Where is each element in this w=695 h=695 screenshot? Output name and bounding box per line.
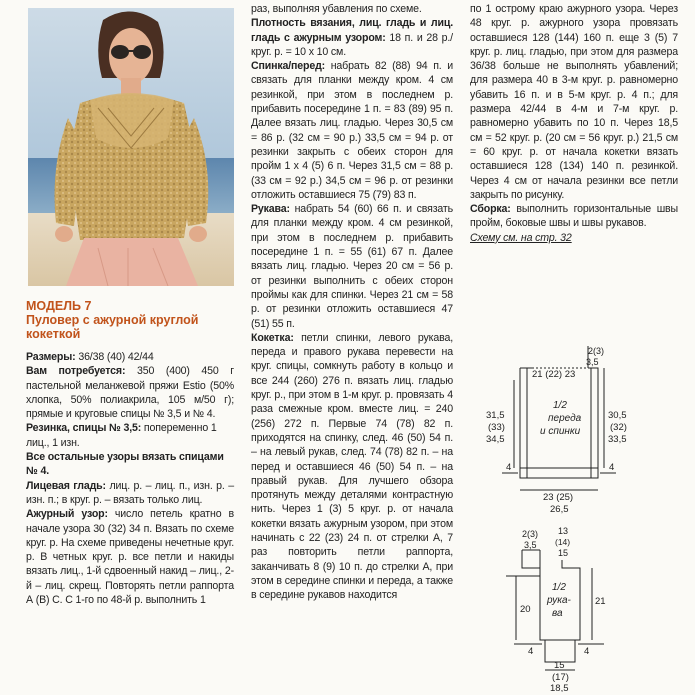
body-top-shoulder-2: 3,5 <box>586 357 599 367</box>
assembly-label: Сборка: <box>470 203 511 216</box>
sleeve-top-shoulder: 2(3) <box>522 529 539 539</box>
sleeve-top-width-1: 13 <box>558 526 569 536</box>
back-front-paragraph <box>251 59 453 202</box>
body-right-height-1: 30,5 <box>608 410 627 421</box>
body-left-height-3: 34,5 <box>486 434 505 445</box>
stockinette-label: Лицевая гладь: <box>26 479 106 492</box>
instructions-column-3 <box>470 2 678 245</box>
sleeve-piece-label-3: ва <box>552 608 563 619</box>
instructions-column-2 <box>251 2 453 602</box>
model-heading <box>26 299 234 341</box>
sleeve-right-height: 21 <box>595 596 606 607</box>
sleeve-schematic <box>500 520 620 692</box>
gauge-label: Плотность вязания, лиц. гладь и лиц. гладь с ажурным узором: <box>251 17 453 44</box>
rib-label: Резинка, спицы № 3,5: <box>26 422 142 435</box>
sizes-paragraph <box>26 350 234 364</box>
body-left-height-1: 31,5 <box>486 410 505 421</box>
body-top-width: 21 (22) 23 <box>532 369 576 380</box>
sleeve-bottom-width-2: (17) <box>552 672 569 683</box>
materials-label: Вам потребуется: <box>26 365 126 378</box>
gauge-value: 18 п. и 28 р./круг. р. = 10 х 10 см. <box>251 31 453 58</box>
yoke-value: петли спинки, левого рукава, переда и правого рукава перевести на круг. спицы, сомкнуть работу в кольцо и все 244 (260) 276 п. вязать лиц. гладью круг. р., при этом в 1-м круг. р. провязать 4 раза смежные кром. вместе лиц. = 240 (256) 272 п. Первые 74 (78) 82 п. приходятся на спинку, след. 46 (50) 54 п. – на левый рукав, след. 74 (78) 82 п. – на перед и оставшиеся 46 (50) 54 п. – на правый рукав. Для лучшего обзора протянуть между деталями контрастную нить. Через 1 (3) 5 круг. р. от начала кокетки вязать ажурным узором, при этом начинать с 22 (23) 24 п. от стрелки А, 7 раз повторить петли раппорта, заканчивать 8 (9) 10 п. до стрелки А, при этом в середине спинки и переда, а также в середине рукавов находится <box>251 331 453 602</box>
materials-paragraph <box>26 364 234 421</box>
rib-value: попеременно 1 лиц., 1 изн. <box>26 422 217 449</box>
sleeve-piece-label-2: рука- <box>547 595 571 606</box>
assembly-value: выполнить горизонтальные швы пройм, боковые швы и швы рукавов. <box>470 203 678 230</box>
body-left-height-2: (33) <box>488 422 505 433</box>
lace-label: Ажурный узор: <box>26 508 108 521</box>
body-piece-label-3: и спинки <box>540 426 581 437</box>
col2-continuation: раз, выполняя убавления по схеме. <box>251 3 422 15</box>
body-rib-left: 4 <box>506 462 512 473</box>
body-right-height-3: 33,5 <box>608 434 627 445</box>
instructions-column-1 <box>26 350 234 607</box>
body-right-height-2: (32) <box>610 422 627 433</box>
body-bottom-width-1: 23 (25) <box>543 492 574 503</box>
sleeve-bottom-width-1: 15 <box>554 660 565 671</box>
sleeve-left-height: 20 <box>520 604 531 615</box>
sleeves-value: набрать 54 (60) 66 п. и связать для планки между кром. 4 см резинкой, при этом в последнем р. прибавить посередине 1 п. = 55 (61) 67 п. Далее вязать лиц. гладью. Через 20 см = 56 р. от резинки выполнить с обеих сторон проймы как для спинки. Через 21 см = 58 р. от резинки отложить оставшиеся 47 (51) 55 п. <box>251 203 453 330</box>
body-piece-label-1: 1/2 <box>553 400 567 411</box>
body-top-shoulder: 2(3) <box>588 346 605 356</box>
body-schematic <box>470 340 680 520</box>
schema-reference[interactable] <box>470 231 678 245</box>
back-front-label: Спинка/перед: <box>251 60 326 73</box>
model-number: МОДЕЛЬ 7 <box>26 299 92 313</box>
materials-value: 350 (400) 450 г пастельной меланжевой пряжи Estio (50% хлопка, 50% полиакрила, 105 м/50 г); прямые и круговые спицы № 3,5 и № 4. <box>26 365 234 421</box>
yoke-paragraph <box>251 331 453 603</box>
sizes-label: Размеры: <box>26 351 76 363</box>
assembly-paragraph <box>470 202 678 231</box>
sleeve-top-width-3: 15 <box>558 548 569 558</box>
stockinette-value: лиц. р. – лиц. п., изн. р. – изн. п.; в круг. р. – вязать только лиц. <box>26 479 234 506</box>
other-patterns-paragraph <box>26 450 234 479</box>
sleeve-rib-right: 4 <box>584 646 590 657</box>
other-patterns: Все остальные узоры вязать спицами № 4. <box>26 451 224 478</box>
body-piece-label-2: переда <box>548 413 582 424</box>
model-photo <box>28 8 234 286</box>
lace-value: число петель кратно в начале узора 30 (32) 34 п. Вязать по схеме круг. р. На схеме приведены нечетные круг. р. В четных круг. р. все петли и накиды вязать лиц., 1-й сдвоенный накид – лиц., 2-й – лиц. скрещ. Повторять петли раппорта А (В) С. С 1-го по 48-й р. выполнить 1 <box>26 508 235 607</box>
sleeve-rib-left: 4 <box>528 646 534 657</box>
stockinette-paragraph <box>26 479 234 508</box>
gauge-paragraph <box>251 16 453 59</box>
yoke-label: Кокетка: <box>251 331 294 344</box>
sleeve-piece-label-1: 1/2 <box>552 582 566 593</box>
sleeves-label: Рукава: <box>251 203 290 216</box>
back-front-value: набрать 82 (88) 94 п. и связать для планки между кром. 4 см резинкой, при этом в последнем р. прибавить посередине 1 п. = 83 (89) 95 п. Далее вязать лиц. гладью. Через 30,5 см = 86 р. (32 см = 90 р.) 33,5 см = 94 р. от резинки закрыть с обеих сторон для пройм 1 х 4 (5) 6 п. Через 31,5 см = 88 р. (33 см = 92 р.) 34,5 см = 96 р. от резинки отложить оставшиеся 75 (79) 83 п. <box>251 60 453 201</box>
model-title: Пуловер с ажурной круглой кокеткой <box>26 313 199 341</box>
sizes-value: 36/38 (40) 42/44 <box>75 351 154 363</box>
body-rib-right: 4 <box>609 462 615 473</box>
col3-continuation: по 1 острому краю ажурного узора. Через 48 круг. р. ажурного узора провязать оставшиеся 128 (144) 160 п. еще 3 (5) 7 круг. р. лиц. гладью, при этом для размера 36/38 больше не выполнять убавлений; для размера 40 в 3-м круг. р. равномерно убавить 16 п. и в 5-м круг. р. 4 п.; для размера 42/44 в 4-м и 7-м круг. р. равномерно убавить по 10 п. Через 18,5 см = 52 круг. р. (20 см = 56 круг. р.) 21,5 см = 60 круг. р. от начала кокетки вязать оставшиеся 128 (134) 140 п. резинкой. Через 4 см от начала резинки все петли закрыть по рисунку. <box>470 3 678 201</box>
sleeve-top-shoulder-2: 3,5 <box>524 540 537 550</box>
schema-link[interactable]: Схему см. на стр. 32 <box>470 231 572 244</box>
lace-paragraph <box>26 507 234 607</box>
rib-paragraph <box>26 421 234 450</box>
sleeves-paragraph <box>251 202 453 331</box>
sleeve-bottom-width-3: 18,5 <box>550 683 569 692</box>
body-bottom-width-2: 26,5 <box>550 504 569 515</box>
sleeve-top-width-2: (14) <box>555 537 571 547</box>
